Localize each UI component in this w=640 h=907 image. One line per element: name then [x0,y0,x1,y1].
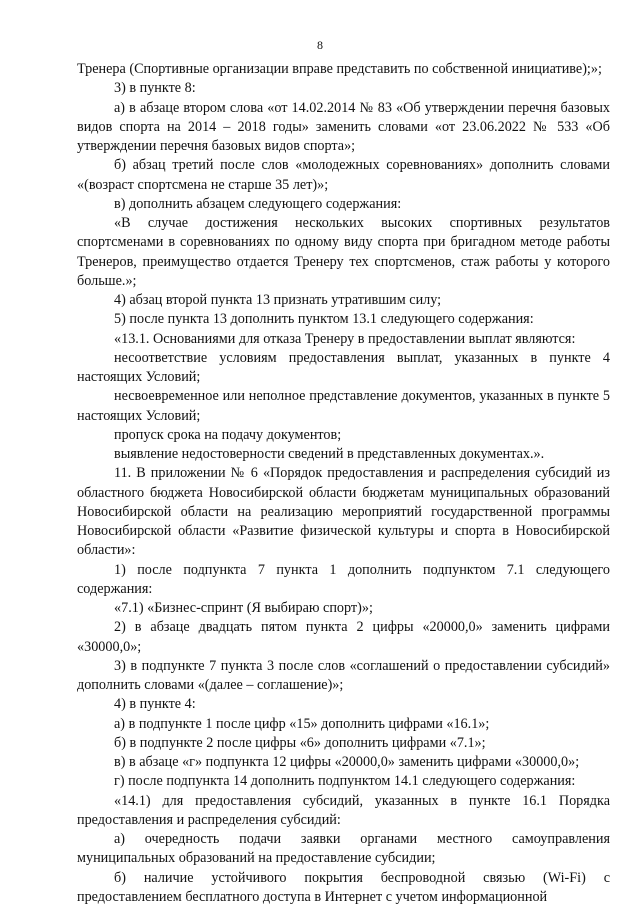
page-number: 8 [0,38,640,52]
paragraph: 4) абзац второй пункта 13 признать утратившим силу; [77,291,610,310]
paragraph: пропуск срока на подачу документов; [77,426,610,445]
paragraph: «13.1. Основаниями для отказа Тренеру в предоставлении выплат являются: [77,330,610,349]
paragraph: 3) в подпункте 7 пункта 3 после слов «соглашений о предоставлении субсидий» дополнить словами «(далее – соглашение)»; [77,657,610,696]
paragraph: в) дополнить абзацем следующего содержания: [77,195,610,214]
paragraph: а) в подпункте 1 после цифр «15» дополнить цифрами «16.1»; [77,715,610,734]
paragraph: несоответствие условиям предоставления выплат, указанных в пункте 4 настоящих Условий; [77,349,610,388]
paragraph: «7.1) «Бизнес-спринт (Я выбираю спорт)»; [77,599,610,618]
paragraph: б) в подпункте 2 после цифры «6» дополнить цифрами «7.1»; [77,734,610,753]
paragraph: Тренера (Спортивные организации вправе представить по собственной инициативе);»; [77,60,610,79]
paragraph: 3) в пункте 8: [77,79,610,98]
paragraph: б) абзац третий после слов «молодежных соревнованиях» дополнить словами «(возраст спортсмена не старше 35 лет)»; [77,156,610,195]
paragraph: г) после подпункта 14 дополнить подпунктом 14.1 следующего содержания: [77,772,610,791]
paragraph: б) наличие устойчивого покрытия беспроводной связью (Wi-Fi) с предоставлением бесплатного доступа в Интернет с учетом информационной [77,869,610,907]
paragraph: в) в абзаце «г» подпункта 12 цифры «20000,0» заменить цифрами «30000,0»; [77,753,610,772]
paragraph: «14.1) для предоставления субсидий, указанных в пункте 16.1 Порядка предоставления и распределения субсидий: [77,792,610,831]
paragraph: а) в абзаце втором слова «от 14.02.2014 № 83 «Об утверждении перечня базовых видов спорта на 2014 – 2018 годы» заменить словами «от 23.06.2022 № 533 «Об утверждении перечня базовых видов спорта»; [77,99,610,157]
paragraph: 2) в абзаце двадцать пятом пункта 2 цифры «20000,0» заменить цифрами «30000,0»; [77,618,610,657]
paragraph: а) очередность подачи заявки органами местного самоуправления муниципальных образований на предоставление субсидии; [77,830,610,869]
paragraph: несвоевременное или неполное представление документов, указанных в пункте 5 настоящих Условий; [77,387,610,426]
paragraph: 4) в пункте 4: [77,695,610,714]
paragraph: 5) после пункта 13 дополнить пунктом 13.1 следующего содержания: [77,310,610,329]
paragraph: выявление недостоверности сведений в представленных документах.». [77,445,610,464]
paragraph: 11. В приложении № 6 «Порядок предоставления и распределения субсидий из областного бюджета Новосибирской области бюджетам муниципальных образований Новосибирской области на реализацию мероприятий государственной программы Новосибирской области «Развитие физической культуры и спорта в Новосибирской области»: [77,464,610,560]
paragraph: «В случае достижения нескольких высоких спортивных результатов спортсменами в соревнованиях по одному виду спорта при бригадном методе работы Тренеров, преимущество отдается Тренеру тех спортсменов, стаж работы у которого больше.»; [77,214,610,291]
paragraph: 1) после подпункта 7 пункта 1 дополнить подпунктом 7.1 следующего содержания: [77,561,610,600]
document-body [77,60,610,907]
